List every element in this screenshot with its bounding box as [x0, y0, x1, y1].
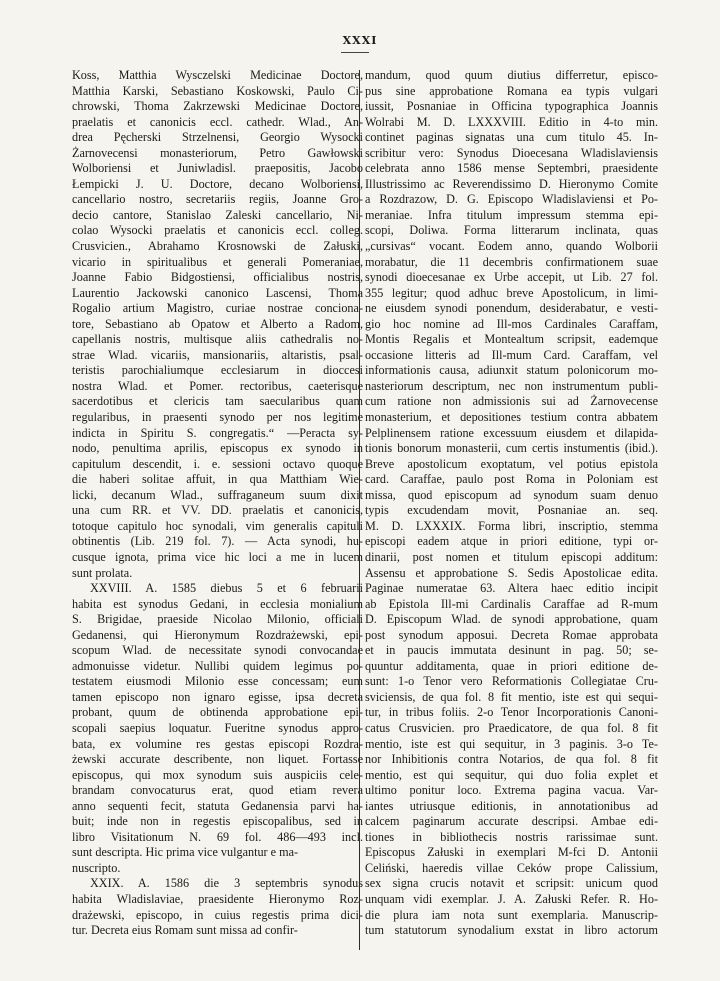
text-line: meraniae. Infra titulum impressum stemma epi-: [365, 207, 658, 222]
text-line: nuscripto.: [72, 860, 121, 875]
text-line: episcopi eadem atque in priori editione, typi or-: [365, 534, 658, 549]
text-line: Paginae numeratae 63. Altera haec editio incipit: [365, 581, 658, 596]
text-line: unquam vidi exemplar. J. A. Załuski Refer. R. Ho-: [365, 891, 658, 906]
text-line: sex signa crucis notavit et scripsit: unicum quod: [365, 876, 658, 891]
text-line: catus Crusvicien. pro Praedicatore, de qua fol. 8 fit: [365, 720, 658, 735]
text-line: die haberi solitae affuit, in qua Matthiam Wie-: [72, 472, 363, 487]
text-line: monasterium, et depositiones testium contra abbatem: [365, 410, 658, 425]
text-line: a Rozdrazow, D. G. Episcopo Wladislaviensi et Po-: [365, 192, 658, 207]
text-line: Crusvicien., Abrahamo Krosnowski de Załuski,: [72, 239, 363, 254]
text-line: brandam convocaturus erat, quod etiam revera: [72, 783, 363, 798]
text-line: scopum Wlad. de necessitate synodi convocandae: [72, 643, 363, 658]
text-line: obtinentis (Lib. 219 fol. 7). — Acta synodi, hu-: [72, 534, 363, 549]
text-line: Rogalio artium Magistro, curiae nostrae conciona-: [72, 301, 363, 316]
text-line: XXIX. A. 1586 die 3 septembris synodus: [90, 876, 363, 891]
text-line: synodi dioecesanae ex Urbe accepit, ut Lib. 27 fol.: [365, 270, 658, 285]
text-line: scopali saepius loquatur. Fueritne synodus appro-: [72, 720, 363, 735]
text-line: nor Inhibitionis contra Notarios, de qua fol. 8 fit: [365, 752, 658, 767]
text-line: tionis bonorum monasterii, cum certis instumentis (ibid.).: [365, 441, 658, 456]
text-line: cum ratione non admissionis sui ad Żarnovecense: [365, 394, 658, 409]
text-line: nodo, penultima aprilis, episcopus ex synodo in: [72, 441, 363, 456]
text-line: scopi, Doliwa. Forma litterarum inclinata, quas: [365, 223, 658, 238]
text-line: ultimo ponitur loco. Extrema pagina vacua. Var-: [365, 783, 658, 798]
text-line: buit; inde non in regestis episcopalibus, sed in: [72, 814, 363, 829]
page-number-rule: [341, 52, 369, 53]
text-line: continet paginas signatas una cum titulo 45. In-: [365, 130, 658, 145]
text-line: sviciensis, de qua fol. 8 fit mentio, iste est qui sequi-: [365, 689, 658, 704]
text-line: Wolboriensi et Juniwladisl. praepositis, Jacobo: [72, 161, 363, 176]
text-line: Pelplinensem ratione excessuum eiusdem et dilapida-: [365, 425, 658, 440]
text-line: dinarii, post nomen et titulum episcopi additum:: [365, 549, 658, 564]
text-line: nostra Wlad. et Pomer. rectoribus, caeterisque: [72, 378, 363, 393]
text-line: quuntur additamenta, quae in priori editione de-: [365, 658, 658, 673]
text-line: una cum RR. et VV. DD. praelatis et canonicis,: [72, 503, 363, 518]
text-line: teristis parochialiumque ecclesiarum in dioccesi: [72, 363, 363, 378]
text-line: capellanis nostris, multisque aliis cathedralis no-: [72, 332, 363, 347]
text-line: licki, decanum Wlad., suffraganeum suum dixit: [72, 487, 363, 502]
text-line: tamen episcopo non ignaro egisse, ipsa decreta: [72, 689, 363, 704]
page-number: XXXI: [342, 34, 378, 47]
text-line: die plura iam nota sunt exemplaria. Manuscrip-: [365, 907, 658, 922]
text-line: cancellario nostro, secretariis regiis, Joanne Gro-: [72, 192, 363, 207]
text-line: decio cantore, Stanislao Zaleski cancellario, Ni-: [72, 207, 363, 222]
text-line: informationis causa, adiunxit statum polonicorum mo-: [365, 363, 658, 378]
text-line: „cursivas“ vocant. Eodem anno, quando Wolborii: [365, 239, 658, 254]
text-line: Joanne Fabio Bidgostiensi, officialibus nostris,: [72, 270, 363, 285]
text-line: Assensu et approbatione S. Sedis Apostolicae edita.: [365, 565, 658, 580]
text-line: iantes utriusque editionis, in annotationibus ad: [365, 798, 658, 813]
text-line: M. D. LXXXIX. Forma libri, inscriptio, stemma: [365, 518, 658, 533]
text-line: bata, ex volumine res gestas episcopi Rozdra-: [72, 736, 363, 751]
text-line: admonuisse videtur. Nullibi quidem legimus po-: [72, 658, 363, 673]
text-line: Łempicki J. U. Doctore, decano Wolboriensi,: [72, 176, 363, 191]
text-line: Żarnovecensi monasteriorum, Petro Gawłowski: [72, 145, 363, 160]
text-line: episcopus, qui mox synodum suis auspiciis cele-: [72, 767, 363, 782]
text-line: mentio, est qui sequitur, qui duo folia explet et: [365, 767, 658, 782]
text-line: typis excudendam movit, Posnaniae an. seq.: [365, 503, 658, 518]
text-line: Wolrabi M. D. LXXXVIII. Editio in 4-to min.: [365, 114, 658, 129]
text-line: Koss, Matthia Wysczelski Medicinae Doctore,: [72, 68, 363, 82]
text-line: Episcopus Załuski in exemplari M-fci D. Antonii: [365, 845, 658, 860]
text-line: calcem paginarum accurate descripsi. Ambae edi-: [365, 814, 658, 829]
text-line: Gedanensi, qui Hieronymum Rozdrażewski, epi-: [72, 627, 363, 642]
column-divider: [359, 70, 360, 950]
text-line: probant, quum de obtinenda approbatione epi-: [72, 705, 363, 720]
text-line: missa, quod episcopum ad synodum suam denuo: [365, 487, 658, 502]
text-line: testatem eiusmodi Milonio esse concessam; eum: [72, 674, 363, 689]
text-line: mandum, quod quum diutius differretur, episco-: [365, 68, 658, 82]
left-column: [72, 68, 363, 939]
text-line: nasteriorum descriptum, nec non instrumentum publi-: [365, 378, 658, 393]
text-line: iussit, Posnaniae in Officina typographica Joannis: [365, 99, 658, 114]
text-line: Laurentio Jackowski canonico Lascensi, Thoma: [72, 285, 363, 300]
text-line: tore, Sebastiano ab Opatow et Alberto a Radom,: [72, 316, 363, 331]
text-line: mentio, iste est qui sequitur, in 3 paginis. 3-o Te-: [365, 736, 658, 751]
text-line: ne eiusdem synodi ponendum, desiderabatur, e vesti-: [365, 301, 658, 316]
text-line: Breve apostolicum exoptatum, vel potius epistola: [365, 456, 658, 471]
text-line: tiones in bibliothecis nostris rarissimae sunt.: [365, 829, 658, 844]
text-line: Illustrissimo ac Reverendissimo D. Hieronymo Comite: [365, 176, 658, 191]
text-line: indicta in Spiritu S. congregatis.“ —Peracta sy-: [72, 425, 363, 440]
text-line: habita est synodus Gedani, in ecclesia monialium: [72, 596, 363, 611]
text-line: occasione litteris ad Ill-mum Card. Caraffam, vel: [365, 347, 658, 362]
text-line: tur. Decreta eius Romam sunt missa ad confir-: [72, 923, 298, 938]
text-line: vicario in spiritualibus et generali Pomeraniae,: [72, 254, 363, 269]
text-line: et in paucis immutata desinunt in pag. 50; se-: [365, 643, 658, 658]
text-line: Matthia Karski, Sebastiano Koskowski, Paulo Ci-: [72, 83, 363, 98]
text-line: Montis Regalis et Montealtum scripsit, eademque: [365, 332, 658, 347]
text-line: gio hoc nomine ad Ill-mos Cardinales Caraffam,: [365, 316, 658, 331]
text-line: sunt descripta. Hic prima vice vulgantur e ma-: [72, 845, 299, 860]
text-line: drażewski, episcopo, in cuius regestis prima dici-: [72, 907, 363, 922]
text-line: D. Episcopum Wlad. de synodi approbatione, quam: [365, 612, 658, 627]
text-line: 355 legitur; quod adhuc breve Apostolicum, in limi-: [365, 285, 658, 300]
text-line: S. Brigidae, praeside Nicolao Milonio, officiali: [72, 612, 363, 627]
text-line: habita Wladislaviae, praesidente Hieronymo Roz-: [72, 891, 363, 906]
text-line: sacerdotibus et clericis tam saecularibus quam: [72, 394, 363, 409]
text-line: colao Wysocki praelatis et canonicis eccl. colleg.: [72, 223, 363, 238]
text-line: praelatis et canonicis eccl. cathedr. Wlad., An-: [72, 114, 363, 129]
text-line: żewski accurate describente, non liquet. Fortasse: [72, 752, 363, 767]
text-line: drea Pęcherski Strzelnensi, Georgio Wysocki: [72, 130, 363, 145]
text-line: scribitur vero: Synodus Dioecesana Wladislaviensis: [365, 145, 658, 160]
text-line: regularibus, in praesenti synodo per nos legitime: [72, 410, 363, 425]
text-line: XXVIII. A. 1585 diebus 5 et 6 februarii: [90, 581, 363, 596]
text-line: libro Visitationum N. 69 fol. 486—493 incl.: [72, 829, 363, 844]
text-line: celebrata anno 1586 mense Septembri, praesidente: [365, 161, 658, 176]
text-line: anno sequenti fecit, statuta Gedanensia parvi ha-: [72, 798, 363, 813]
text-line: ab Epistola Ill-mi Cardinalis Caraffae ad R-mum: [365, 596, 658, 611]
text-line: pus sine approbatione Romana ea typis vulgari: [365, 83, 658, 98]
text-line: Celiński, haeredis villae Ceków prope Calissium,: [365, 860, 658, 875]
text-line: post synodum apposui. Decreta Romae approbata: [365, 627, 658, 642]
text-line: sunt prolata.: [72, 565, 133, 580]
text-line: tum statutorum synodalium exstat in libro actorum: [365, 923, 658, 938]
text-line: totoque capitulo hoc synodali, vim generalis capituli: [72, 518, 363, 533]
text-line: strae Wlad. vicariis, mansionariis, altaristis, psal-: [72, 347, 363, 362]
text-line: morabatur, die 11 decembris confirmationem suae: [365, 254, 658, 269]
text-line: chrowski, Thoma Zakrzewski Medicinae Doctore,: [72, 99, 363, 114]
text-line: cusque ignota, prima vice hic loci a me in lucem: [72, 549, 363, 564]
text-line: capitulum descendit, i. e. sessioni octavo quoque: [72, 456, 363, 471]
right-column: [365, 68, 658, 939]
text-line: card. Caraffae, paulo post Roma in Poloniam est: [365, 472, 658, 487]
text-line: sunt: 1-o Tenor vero Reformationis Collegiatae Cru-: [365, 674, 658, 689]
text-line: tur, in tribus foliis. 2-o Tenor Incorporationis Canoni-: [365, 705, 658, 720]
